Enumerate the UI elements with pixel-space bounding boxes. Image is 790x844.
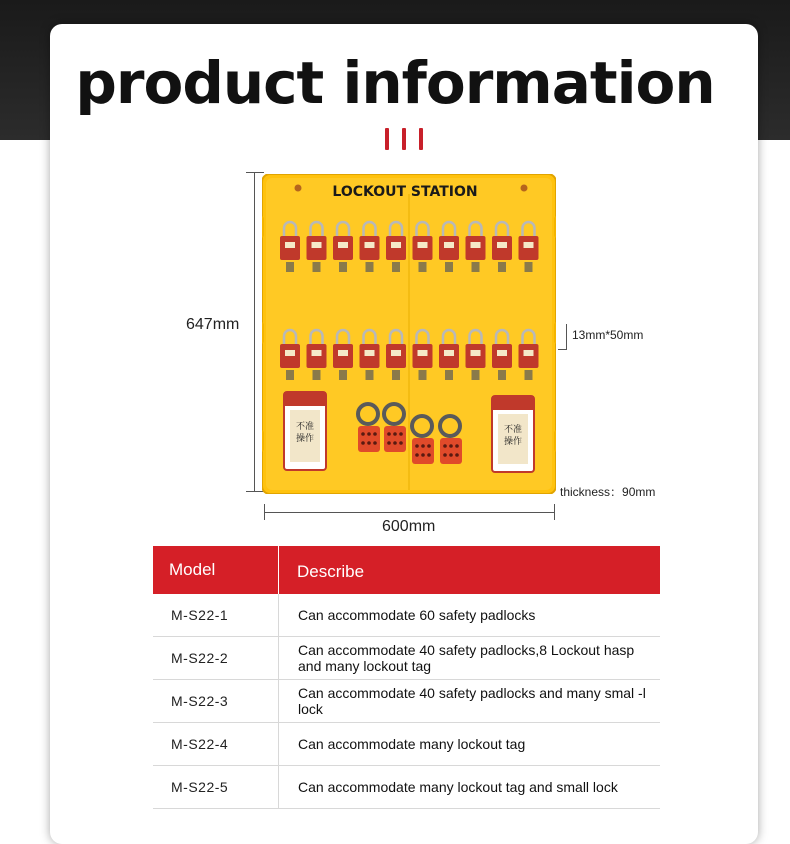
width-dimension-line (264, 512, 555, 513)
width-dimension-tick (554, 504, 555, 520)
padlock-dimension-tick (558, 349, 567, 350)
table-row (153, 637, 660, 680)
page-title: product information (75, 49, 715, 117)
title-accent-bar (402, 128, 406, 150)
padlock-dimension-line (566, 324, 567, 350)
model-cell: M-S22-4 (153, 723, 279, 765)
height-dimension-label: 647mm (186, 316, 240, 333)
describe-cell: Can accommodate many lockout tag (298, 736, 526, 752)
svg-text:不准: 不准 (503, 425, 523, 435)
svg-text:操作: 操作 (503, 437, 523, 447)
height-dimension-line (254, 172, 255, 492)
title-accent-bar (385, 128, 389, 150)
station-label: LOCKOUT STATION (332, 184, 478, 200)
column-header-model: Model (153, 546, 279, 594)
svg-text:操作: 操作 (295, 434, 315, 444)
lockout-tag-holder-right (492, 396, 534, 472)
width-dimension-tick (264, 504, 265, 520)
lockout-tag-holder-left (284, 392, 326, 470)
table-row (153, 723, 660, 766)
table-row (153, 680, 660, 723)
table-row (153, 766, 660, 809)
model-cell: M-S22-2 (153, 637, 279, 679)
table-header (153, 546, 660, 594)
lockout-station-image (262, 174, 556, 494)
model-cell: M-S22-3 (153, 680, 279, 722)
title-accent-bar (419, 128, 423, 150)
model-cell: M-S22-1 (153, 594, 279, 636)
describe-cell: Can accommodate 40 safety padlocks and many smal -l lock (298, 685, 646, 717)
width-dimension-label: 600mm (382, 518, 436, 535)
padlock-dimension-label: 13mm*50mm (572, 328, 644, 342)
describe-cell: Can accommodate 60 safety padlocks (298, 607, 536, 623)
describe-cell: Can accommodate 40 safety padlocks,8 Lockout hasp and many lockout tag (298, 642, 635, 674)
model-table (153, 546, 660, 809)
column-header-describe: Describe (297, 562, 365, 581)
svg-text:不准: 不准 (295, 422, 315, 432)
height-dimension-tick (246, 172, 264, 173)
describe-cell: Can accommodate many lockout tag and small lock (298, 779, 618, 795)
model-cell: M-S22-5 (153, 766, 279, 808)
table-row (153, 594, 660, 637)
thickness-label: thickness：90mm (560, 485, 656, 499)
